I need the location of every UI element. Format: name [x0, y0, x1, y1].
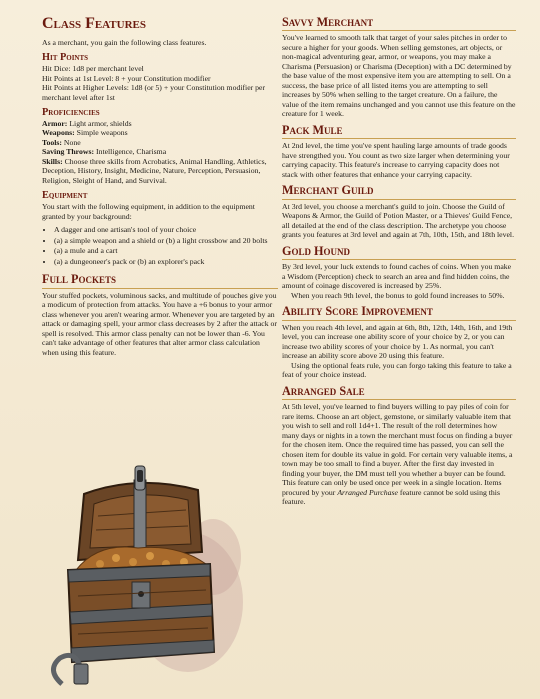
list-item: • (a) a mule and a cart — [54, 246, 278, 256]
ability-score-text-2: Using the optional feats rule, you can forgo taking this feature to take a feat of your choice instead. — [282, 360, 512, 380]
class-features-title: Class Features — [42, 15, 146, 32]
full-pockets-heading: Full Pockets — [42, 273, 278, 288]
saves-proficiency — [42, 147, 278, 157]
arranged-sale-text — [282, 402, 516, 507]
hit-points-heading: Hit Points — [42, 52, 89, 64]
arranged-sale-text-b: feature cannot be sold using this feature. — [282, 487, 500, 507]
skills-label: Skills: — [42, 156, 63, 166]
weapons-value: Simple weapons — [76, 128, 128, 138]
merchant-guild-text: At 3rd level, you choose a merchant's guild to join. Choose the Guild of Weapons & Armor, the Guild of Potion Master, or a Thieves' Guild Fence, all detailed at the end of the class description. The archetype you choose grants you features at 3rd level and again at 7th, 10th, 15th, and 18th level. — [282, 201, 515, 240]
equipment-list — [42, 225, 278, 266]
equipment-heading: Equipment — [42, 190, 88, 202]
tools-label: Tools: — [42, 137, 62, 147]
saves-value: Intelligence, Charisma — [95, 147, 167, 157]
list-item: • (a) a simple weapon and a shield or (b) a light crossbow and 20 bolts — [54, 236, 278, 246]
list-item: • A dagger and one artisan's tool of your choice — [54, 225, 278, 235]
weapons-label: Weapons: — [42, 128, 75, 138]
ability-score-text: When you reach 4th level, and again at 6th, 8th, 12th, 14th, 16th, and 19th level, you can increase one ability score of your choice by 2, or you can increase two ability scores of your choice by 1. As normal, you can't increase an ability score above 20 using this feature. — [282, 322, 513, 361]
hp-higher-levels-line: Hit Points at Higher Levels: 1d8 (or 5) + your Constitution modifier per merchant level after 1st — [42, 83, 266, 102]
list-item: • (a) a dungeoneer's pack or (b) an explorer's pack — [54, 257, 278, 267]
proficiencies-heading: Proficiencies — [42, 107, 100, 119]
gold-hound-text-2: When you reach 9th level, the bonus to gold found increases to 50%. — [291, 290, 505, 300]
weapons-proficiency — [42, 128, 278, 138]
full-pockets-text: Your stuffed pockets, voluminous sacks, and multitude of pouches give you a modicum of protection from attacks. You have a +6 bonus to your armor class whenever you aren't wearing armor. Whenever you are targeted by an attack or damaging spell, your armor class decreases by 2 after the attack or spell is resolved. This armor class penalty can not be lower than -6. You can't take advantage of other features that alter armor class calculation when using this feature. — [42, 290, 277, 357]
armor-proficiency — [42, 119, 278, 129]
saves-label: Saving Throws: — [42, 147, 95, 157]
skills-proficiency — [42, 157, 278, 186]
tools-value: None — [63, 137, 81, 147]
equipment-intro: You start with the following equipment, in addition to the equipment granted by your background: — [42, 202, 255, 221]
pack-mule-heading: Pack Mule — [282, 124, 516, 139]
pack-mule-text: At 2nd level, the time you've spent hauling large amounts of trade goods have strengthed you. You count as two size larger when determining your carrying capacity. This feature's increase to carrying capacity does not stack with other features that enhance your carrying capacity. — [282, 141, 510, 179]
tools-proficiency — [42, 138, 278, 148]
chest-lid — [78, 466, 202, 560]
chest-body — [68, 564, 214, 662]
right-column — [282, 16, 516, 507]
arranged-purchase-term: Arranged Purchase — [337, 487, 398, 497]
class-features-intro: As a merchant, you gain the following class features. — [42, 37, 207, 47]
hit-dice-line: Hit Dice: 1d8 per merchant level — [42, 64, 144, 74]
savvy-merchant-text: You've learned to smooth talk that target of your sales pitches in order to secure a higher for your goods. When selling gemstones, art objects, or non-magical adventuring gear, armor, or weapons, you may make a Charisma (Persuasion) or Charisma (Deception) with a DC determined by the base value of the most expensive item you are attempting to sell. On a success, the base price of all listed items you are attempting to sell increases by 50% when selling to the target creature. On a failure, the value of the item remains unchanged and you cannot use this feature on the creature for 1 week. — [282, 33, 516, 119]
treasure-chest-illustration — [38, 452, 248, 692]
arranged-sale-heading: Arranged Sale — [282, 385, 516, 400]
gold-hound-text: By 3rd level, your luck extends to found caches of coins. When you make a Wisdom (Perception) check to search an area and find hidden coins, the amount of coinage discovered is increased by 25%. — [282, 262, 512, 291]
armor-label: Armor: — [42, 118, 68, 128]
left-column — [42, 16, 278, 357]
hp-first-level-line: Hit Points at 1st Level: 8 + your Constitution modifier — [42, 73, 211, 83]
arranged-sale-text-a: At 5th level, you've learned to find buyers willing to pay piles of coin for rare items. Choose an art object, gemstone, or similarly valuable item that you wish to sell and roll 1d4+1. The result of the roll determines how many days or nights in a town the merchant must focus on finding a buyer for the chosen item. Once the required time has passed, you can sell the chosen item for double its value in gold. For certain very valuable items, a town may be too small to find a buyer. After the first day invested in finding your buyer, the DM must tell you whether a buyer can be found. This feature can only be used once per week in a single location. Items procured by your — [282, 402, 513, 497]
savvy-merchant-heading: Savvy Merchant — [282, 16, 516, 31]
ability-score-heading: Ability Score Improvement — [282, 305, 516, 320]
skills-value: Choose three skills from Acrobatics, Animal Handling, Athletics, Deception, History, Insight, Medicine, Nature, Perception, Persuasion, Religion, Sleight of Hand, and Survival. — [42, 156, 267, 185]
armor-value: Light armor, shields — [69, 118, 132, 128]
gold-hound-heading: Gold Hound — [282, 245, 516, 260]
merchant-guild-heading: Merchant Guild — [282, 184, 516, 199]
